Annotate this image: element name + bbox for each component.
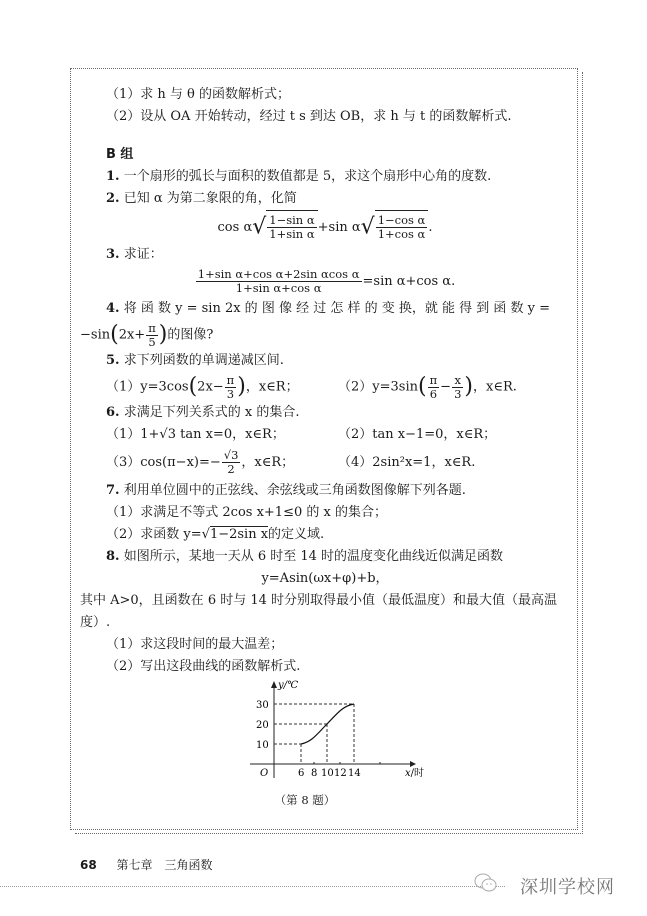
svg-text:30: 30: [256, 700, 269, 711]
svg-text:8: 8: [311, 768, 318, 779]
chapter-title: 第七章 三角函数: [116, 858, 213, 872]
sqrt-symbol: √ $\frac{\text{1−cos α}}{\text{1+cos α}}$: [361, 210, 429, 245]
svg-text:O: O: [260, 768, 269, 779]
problem-2-formula: cos α√ $\frac{\text{1−sin α}}{\text{1+sin α}}$ +sin α√ $\frac{\text{1−cos α}}{\text{1+cos α}}$ .: [80, 210, 570, 244]
footer-divider: [0, 886, 505, 887]
problem-5-part-1: （1）y=3cos(2x− $\frac{\pi}{3}$ )，x∈R；: [106, 372, 299, 401]
problem-8-continued: 其中 A>0，且函数在 6 时与 14 时分别取得最小值（最低温度）和最大值（最高温度）.: [80, 593, 558, 630]
problem-3-formula: $\frac{\text{1+sin α+cos α+2sin αcos α}}{\text{1+sin α+cos α}}$ =sin α+cos α.: [197, 267, 456, 295]
problem-8-formula: y=Asin(ωx+φ)+b，: [261, 571, 389, 586]
problem-5: 5. 求下列函数的单调递减区间.: [106, 353, 284, 368]
group-b-title: B 组: [106, 147, 134, 162]
temperature-chart: [240, 678, 450, 793]
problem-8-part-1: （1）求这段时间的最大温差；: [106, 637, 284, 652]
problem-5-parts: [80, 372, 570, 402]
problem-5-part-2: （2）y=3sin( $\frac{\pi}{6}$ − $\frac{x}{3}$ )，x∈R.: [338, 372, 517, 401]
problem-6-part-2: （2）tan x−1=0，x∈R；: [338, 427, 497, 442]
problem-6-part-1: （1）1+√3 tan x=0，x∈R；: [106, 427, 285, 442]
problem-1: 1. 一个扇形的弧长与面积的数值都是 5，求这个扇形中心角的度数.: [106, 169, 492, 184]
page-number: 68: [80, 858, 97, 872]
svg-text:10: 10: [256, 740, 269, 751]
problem-4: 4. 将 函 数 y = sin 2x 的 图 像 经 过 怎 样 的 变 换，就 能 得 到 函 数 y =: [106, 301, 551, 316]
temperature-curve-plot: [240, 678, 450, 783]
svg-text:12: 12: [334, 768, 347, 779]
svg-text:6: 6: [298, 768, 305, 779]
problem-8: 8. 如图所示，某地一天从 6 时至 14 时的温度变化曲线近似满足函数: [106, 549, 504, 564]
problem-8-part-2: （2）写出这段曲线的函数解析式.: [106, 659, 301, 674]
page-footer: [80, 856, 213, 873]
problem-6-parts-row2: [80, 446, 570, 480]
exercise-content: [80, 84, 570, 811]
partA-q2: （2）设从 OA 开始转动，经过 t s 到达 OB，求 h 与 t 的函数解析式.: [106, 109, 512, 124]
svg-text:20: 20: [256, 720, 269, 731]
svg-text:y/℃: y/℃: [278, 680, 299, 691]
wechat-icon: [474, 872, 498, 894]
problem-6-part-4: （4）2sin²x=1，x∈R.: [338, 455, 476, 470]
problem-4-line2: −sin(2x+ $\frac{\pi}{5}$ )的图像?: [80, 320, 214, 349]
problem-7-part-2: （2）求函数 y=√1−2sin x的定义域.: [106, 527, 325, 542]
chart-caption: （第 8 题）: [274, 793, 336, 807]
sqrt-symbol: √ $\frac{\text{1−sin α}}{\text{1+sin α}}$: [252, 210, 317, 245]
watermark-text: 深圳学校网: [520, 877, 615, 898]
problem-6-parts-row1: [80, 424, 570, 446]
problem-2: 2. 已知 α 为第二象限的角，化简: [106, 191, 297, 206]
problem-7-part-1: （1）求满足不等式 2cos x+1≤0 的 x 的集合；: [106, 505, 387, 520]
problem-6: 6. 求满足下列关系式的 x 的集合.: [106, 405, 300, 420]
problem-7: 7. 利用单位圆中的正弦线、余弦线或三角函数图像解下列各题.: [106, 483, 466, 498]
svg-text:10: 10: [321, 768, 334, 779]
svg-text:x/时: x/时: [405, 768, 425, 779]
svg-text:14: 14: [348, 768, 361, 779]
partA-q1: （1）求 h 与 θ 的函数解析式；: [106, 87, 290, 102]
problem-3: 3. 求证：: [106, 247, 163, 262]
problem-6-part-3: （3）cos(π−x)=− $\frac{√3}{2}$ ，x∈R；: [106, 448, 295, 476]
